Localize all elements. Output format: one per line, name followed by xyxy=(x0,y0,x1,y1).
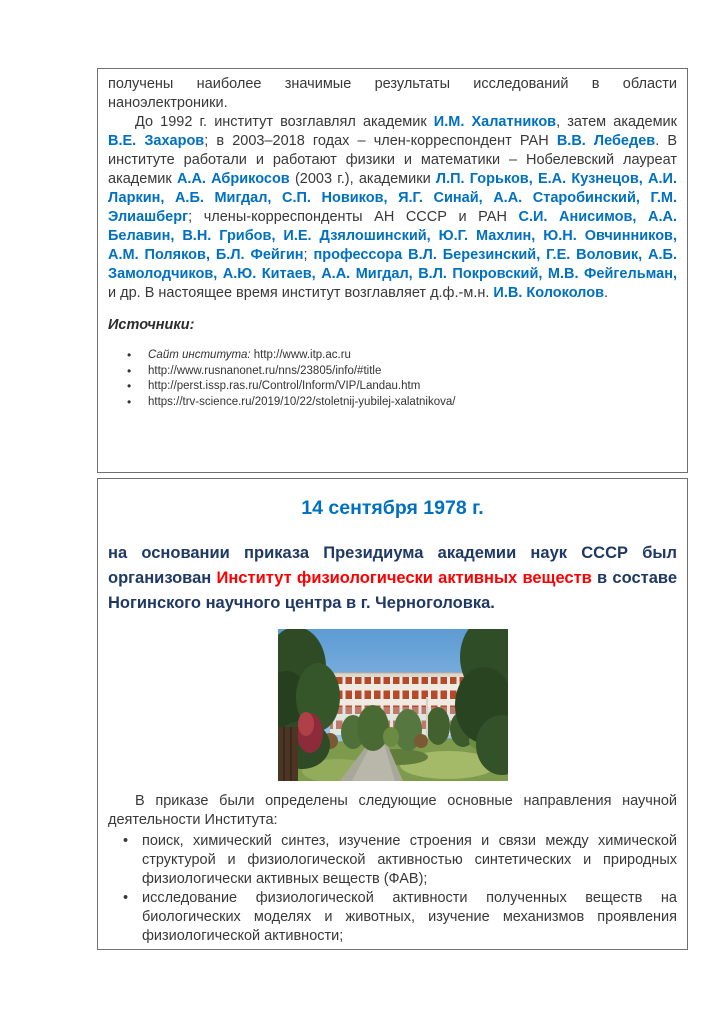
source-item: • Сайт института: http://www.itp.ac.ru xyxy=(148,348,677,364)
institute-campus-photo xyxy=(278,629,508,781)
founding-date-heading: 14 сентября 1978 г. xyxy=(301,497,484,519)
directions-intro-paragraph: В приказе были определены следующие основные направления научной деятельности Института: xyxy=(108,793,677,828)
founding-decree-paragraph: на основании приказа Президиума академии наук СССР был организован Институт физиологически активных веществ в составе Ногинского научного центра в г. Черноголовка. xyxy=(108,544,677,612)
founding-section-box xyxy=(97,478,688,950)
history-section-box xyxy=(97,68,688,473)
sources-list xyxy=(108,348,677,410)
direction-item: • исследование физиологической активности полученных веществ на биологических моделях и животных, изучение механизмов проявления физиологической активности; xyxy=(142,889,677,946)
source-item: • https://trv-science.ru/2019/10/22/stoletnij-yubilej-xalatnikova/ xyxy=(148,395,677,411)
results-paragraph: получены наиболее значимые результаты исследований в области наноэлектроники. xyxy=(108,76,677,111)
source-item: • http://www.rusnanonet.ru/nns/23805/info/#title xyxy=(148,364,677,380)
institute-photo-illustration xyxy=(278,629,508,781)
sources-heading: Источники: xyxy=(108,317,195,333)
direction-item: • поиск, химический синтез, изучение строения и связи между химической структурой и физиологической активностью синтетических и природных физиологически активных веществ (ФАВ); xyxy=(142,832,677,889)
directors-paragraph: До 1992 г. институт возглавлял академик И.М. Халатников, затем академик В.Е. Захаров; в 2003–2018 годах – член-корреспондент РАН В.В. Лебедев. В институте работали и работают физики и математики – Нобелевский лауреат академик А.А. Абрикосов (2003 г.), академики Л.П. Горьков, Е.А. Кузнецов, А.И. Ларкин, А.Б. Мигдал, С.П. Новиков, Я.Г. Синай, А.А. Старобинский, Г.М. Элиашберг; члены-корреспонденты АН СССР и РАН С.И. Анисимов, А.А. Белавин, В.Н. Грибов, И.Е. Дзялошинский, Ю.Г. Махлин, Ю.Н. Овчинников, А.М. Поляков, Б.Л. Фейгин; профессора В.Л. Березинский, Г.Е. Воловик, А.Б. Замолодчиков, А.Ю. Китаев, А.А. Мигдал, В.Л. Покровский, М.В. Фейгельман, и др. В настоящее время институт возглавляет д.ф.-м.н. И.В. Колоколов. xyxy=(108,114,678,301)
source-item: • http://perst.issp.ras.ru/Control/Inform/VIP/Landau.htm xyxy=(148,379,677,395)
dark-fence xyxy=(278,727,298,781)
research-directions-list xyxy=(108,832,677,946)
